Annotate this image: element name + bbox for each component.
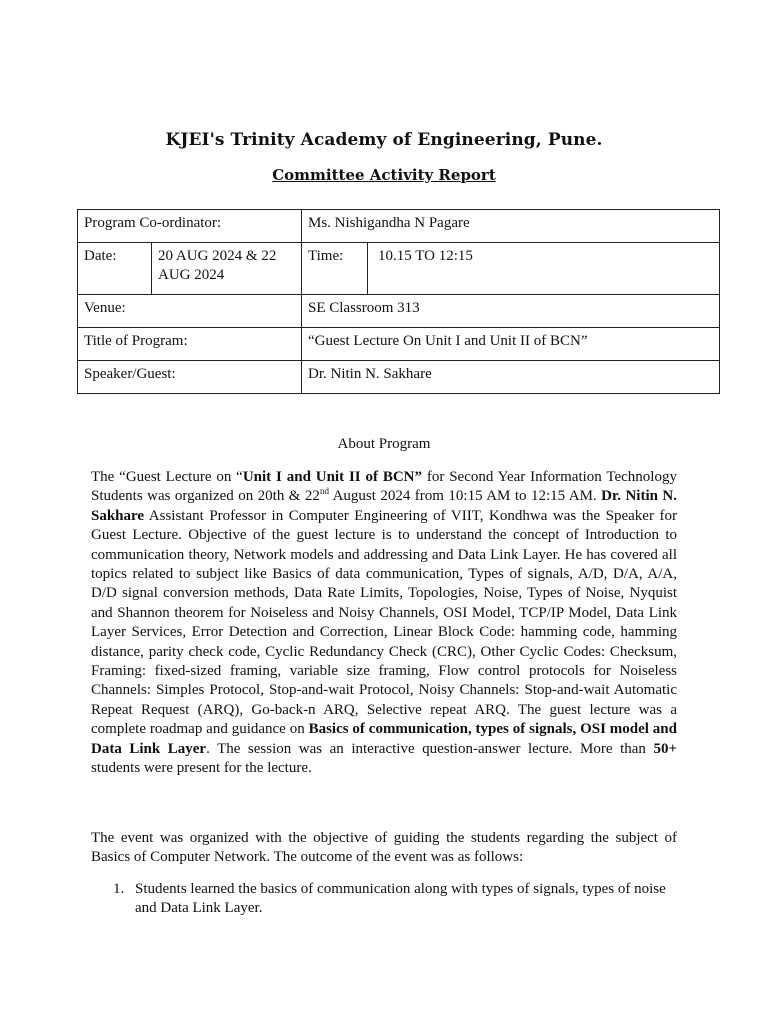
speaker-value: Dr. Nitin N. Sakhare (302, 361, 720, 394)
venue-label: Venue: (78, 295, 302, 328)
text-run: August 2024 from 10:15 AM to 12:15 AM. (328, 488, 602, 505)
coordinator-label: Program Co-ordinator: (78, 210, 302, 243)
date-label: Date: (78, 243, 152, 295)
program-info-table (77, 209, 720, 394)
venue-value: SE Classroom 313 (302, 295, 720, 328)
speaker-label: Speaker/Guest: (78, 361, 302, 394)
about-program-heading: About Program (337, 436, 431, 452)
table-row (78, 328, 720, 361)
about-paragraph (91, 468, 677, 779)
coordinator-value: Ms. Nishigandha N Pagare (302, 210, 720, 243)
list-item-text: Students learned the basics of communication along with types of signals, types of noise and Data Link Layer. (135, 881, 666, 917)
objective-paragraph: The event was organized with the objective of guiding the students regarding the subject of Basics of Computer Network. The outcome of the event was as follows: (91, 830, 677, 866)
program-title-label: Title of Program: (78, 328, 302, 361)
text-run: . The session was an interactive question-answer lecture. More than (206, 740, 654, 757)
institution-title: KJEI's Trinity Academy of Engineering, Pune. (165, 130, 603, 150)
text-run-bold: Unit I and Unit II of BCN” (242, 469, 422, 485)
text-run: Assistant Professor in Computer Engineering of VIIT, Kondhwa was the Speaker for Guest Lecture. Objective of the guest lecture is to understand the concept of Introduction to communication theory, Network models and addressing and Data Link Layer. He has covered all topics related to subject like Basics of data communication, Types of signals, A/D, D/A, A/A, D/D signal conversion methods, Data Rate Limits, Topologies, Noise, Types of Noise, Nyquist and Shannon theorem for Noiseless and Noisy Channels, OSI Model, TCP/IP Model, Data Link Layer Services, Error Detection and Correction, Linear Block Code: hamming code, hamming distance, parity check code, Cyclic Redundancy Check (CRC), Other Cyclic Codes: Checksum, Framing: fixed-sized framing, variable size framing, Flow control protocols for Noiseless Channels: Simples Protocol, Stop-and-wait Protocol, Noisy Channels: Stop-and-wait Automatic Repeat Request (ARQ), Go-back-n ARQ, Selective repeat ARQ. The guest lecture was a complete roadmap and guidance on (91, 507, 677, 738)
outcome-list (91, 880, 677, 919)
speaker-name-bold: Dr. Nitin N. Sakhare (91, 488, 678, 524)
text-run: The “Guest Lecture on “ (91, 469, 243, 485)
student-count-bold: 50+ (653, 740, 677, 757)
table-row (78, 361, 720, 394)
time-value: 10.15 TO 12:15 (368, 243, 720, 295)
table-row (78, 295, 720, 328)
table-row (78, 243, 720, 295)
superscript: nd (319, 486, 329, 497)
time-label: Time: (302, 243, 368, 295)
text-run-bold: Basics of communication, types of signals, OSI model and Data Link Layer (91, 721, 677, 757)
text-run: students were present for the lecture. (91, 760, 312, 777)
date-value: 20 AUG 2024 & 22 AUG 2024 (152, 243, 302, 295)
list-number: 1. (113, 881, 125, 897)
program-title-value: “Guest Lecture On Unit I and Unit II of BCN” (302, 328, 720, 361)
text-run: for Second Year Information Technology Students was organized on 20th & 22 (91, 469, 677, 505)
report-title: Committee Activity Report (272, 166, 496, 184)
list-item (91, 880, 677, 919)
table-row (78, 210, 720, 243)
